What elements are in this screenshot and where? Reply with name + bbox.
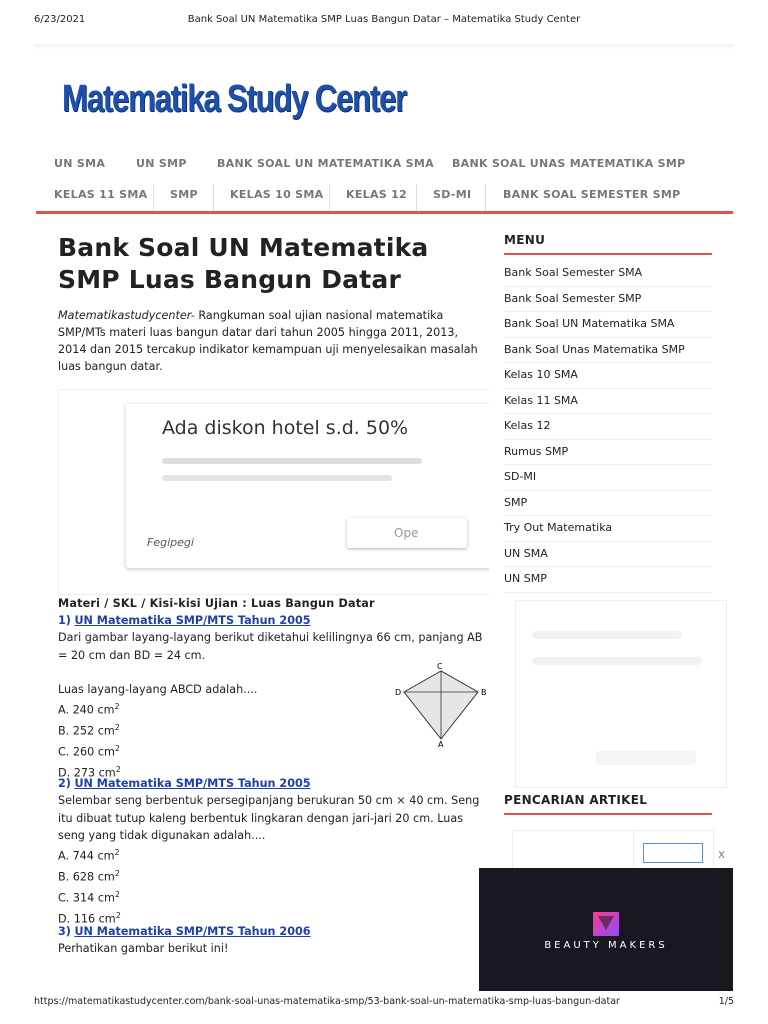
option-a: A. 240 $cm^2$: [58, 702, 120, 717]
question-text: Selembar seng berbentuk persegipanjang berukuran 50 cm × 40 cm. Seng itu dibuat tutup kaleng berbentuk lingkaran dengan jari-jari 20 cm. Luas seng yang tidak digunakan adalah....: [58, 794, 480, 842]
search-divider: [633, 831, 634, 871]
menu-item-bank-soal-semester-sma[interactable]: Bank Soal Semester SMA: [504, 261, 712, 287]
option-c: C. 314 $cm^2$: [58, 890, 120, 905]
menu-item-bank-soal-semester-smp[interactable]: Bank Soal Semester SMP: [504, 287, 712, 313]
ad-blurred-logo: [596, 751, 696, 765]
sidebar-ad[interactable]: [515, 600, 727, 788]
kite-label-d: D: [395, 688, 402, 697]
nav-divider: [213, 184, 214, 212]
print-page-number: 1/5: [718, 996, 734, 1007]
menu-item-kelas-12[interactable]: Kelas 12: [504, 414, 712, 440]
kite-figure: [393, 661, 493, 747]
nav-item-un-sma[interactable]: UN SMA: [54, 157, 106, 170]
nav-item-kelas-12[interactable]: KELAS 12: [346, 188, 408, 201]
nav-item-un-smp[interactable]: UN SMP: [136, 157, 187, 170]
nav-divider: [153, 184, 154, 212]
nav-item-kelas-11-sma[interactable]: KELAS 11 SMA: [54, 188, 148, 201]
ad-blurred-text: [532, 631, 682, 639]
main-nav-row-1: [36, 157, 733, 181]
option-d: D. 273 $cm^2$: [58, 765, 121, 781]
print-title: Bank Soal UN Matematika SMP Luas Bangun Datar – Matematika Study Center: [187, 14, 581, 25]
materi-label: [58, 595, 488, 612]
nav-divider: [416, 184, 417, 212]
question-prompt: Luas layang-layang ABCD adalah....: [58, 682, 258, 696]
question-number: 2): [58, 777, 71, 790]
menu-item-un-sma[interactable]: UN SMA: [504, 542, 712, 568]
ad-blurred-text: [162, 475, 392, 481]
menu-item-bank-soal-un-sma[interactable]: Bank Soal UN Matematika SMA: [504, 312, 712, 338]
sidebar-menu: [504, 233, 712, 593]
kite-label-c: C: [437, 662, 443, 671]
search-heading: PENCARIAN ARTIKEL: [504, 793, 648, 807]
video-ad[interactable]: [479, 868, 733, 991]
ad-blurred-text: [162, 458, 422, 464]
question-number: 1): [58, 614, 71, 627]
menu-heading: MENU: [504, 233, 546, 247]
ad-blurred-text: [532, 657, 702, 665]
nav-item-sd-mi[interactable]: SD-MI: [433, 188, 472, 201]
article-title: Bank Soal UN Matematika SMP Luas Bangun Datar: [58, 233, 429, 294]
menu-heading-underline: [504, 253, 712, 255]
ad-open-button[interactable]: Ope: [347, 518, 467, 548]
close-icon[interactable]: x: [718, 847, 726, 861]
ad-headline[interactable]: Ada diskon hotel s.d. 50%: [162, 417, 409, 439]
question-text: Perhatikan gambar berikut ini!: [58, 942, 229, 956]
option-c: C. 260 $cm^2$: [58, 744, 120, 759]
menu-item-bank-soal-unas-smp[interactable]: Bank Soal Unas Matematika SMP: [504, 338, 712, 364]
nav-item-smp[interactable]: SMP: [170, 188, 198, 201]
beauty-makers-logo-icon: [592, 911, 620, 937]
menu-list: [504, 261, 712, 593]
menu-item-rumus-smp[interactable]: Rumus SMP: [504, 440, 712, 466]
ad-brand: Fegipegi: [147, 536, 194, 549]
option-b: B. 628 $cm^2$: [58, 869, 120, 884]
question-source-link[interactable]: UN Matematika SMP/MTS Tahun 2005: [74, 614, 311, 627]
ad-container: [58, 389, 489, 595]
question-source-link[interactable]: UN Matematika SMP/MTS Tahun 2006: [74, 925, 311, 938]
question-2: [58, 775, 488, 928]
search-heading-underline: [504, 813, 712, 815]
menu-item-kelas-10-sma[interactable]: Kelas 10 SMA: [504, 363, 712, 389]
question-text: Dari gambar layang-layang berikut diketahui kelilingnya 66 cm, panjang AB = 20 cm dan BD = 24 cm.: [58, 631, 483, 662]
nav-item-bank-soal-unas-smp[interactable]: BANK SOAL UNAS MATEMATIKA SMP: [452, 157, 686, 170]
main-nav-row-2: [36, 188, 733, 212]
nav-divider: [485, 184, 486, 212]
question-number: 3): [58, 925, 71, 938]
menu-item-smp[interactable]: SMP: [504, 491, 712, 517]
print-date: 6/23/2021: [34, 14, 86, 25]
header-shadow: [34, 44, 734, 50]
option-a: A. 744 $cm^2$: [58, 848, 120, 863]
intro-brand: Matematikastudycenter-: [58, 309, 195, 322]
nav-item-bank-soal-un-sma[interactable]: BANK SOAL UN MATEMATIKA SMA: [217, 157, 434, 170]
site-logo[interactable]: Matematika Study Center: [62, 78, 407, 120]
option-d: D. 116 $cm^2$: [58, 911, 121, 927]
search-input[interactable]: [643, 843, 703, 863]
kite-label-a: A: [438, 740, 444, 747]
menu-item-sd-mi[interactable]: SD-MI: [504, 465, 712, 491]
menu-item-kelas-11-sma[interactable]: Kelas 11 SMA: [504, 389, 712, 415]
menu-item-un-smp[interactable]: UN SMP: [504, 567, 712, 593]
nav-underline: [36, 211, 733, 214]
nav-item-bank-soal-semester-smp[interactable]: BANK SOAL SEMESTER SMP: [503, 188, 681, 201]
article-intro: [58, 307, 488, 375]
sidebar-search: [504, 793, 712, 815]
question-3: [58, 923, 488, 958]
print-url: https://matematikastudycenter.com/bank-soal-unas-matematika-smp/53-bank-soal-un-matematika-smp-luas-bangun-datar: [34, 996, 620, 1007]
intro-text: Rangkuman soal ujian nasional matematika SMP/MTs materi luas bangun datar dari tahun 2005 hingga 2011, 2013, 2014 dan 2015 tercakup indikator kemampuan uji menyelesaikan masalah luas bangun datar.: [58, 309, 478, 373]
option-b: B. 252 $cm^2$: [58, 723, 120, 738]
menu-item-try-out-matematika[interactable]: Try Out Matematika: [504, 516, 712, 542]
nav-item-kelas-10-sma[interactable]: KELAS 10 SMA: [230, 188, 324, 201]
nav-divider: [329, 184, 330, 212]
video-ad-brand: BEAUTY MAKERS: [544, 940, 668, 951]
kite-label-b: B: [481, 688, 487, 697]
question-source-link[interactable]: UN Matematika SMP/MTS Tahun 2005: [74, 777, 311, 790]
materi-heading: Materi / SKL / Kisi-kisi Ujian : Luas Bangun Datar: [58, 597, 375, 610]
